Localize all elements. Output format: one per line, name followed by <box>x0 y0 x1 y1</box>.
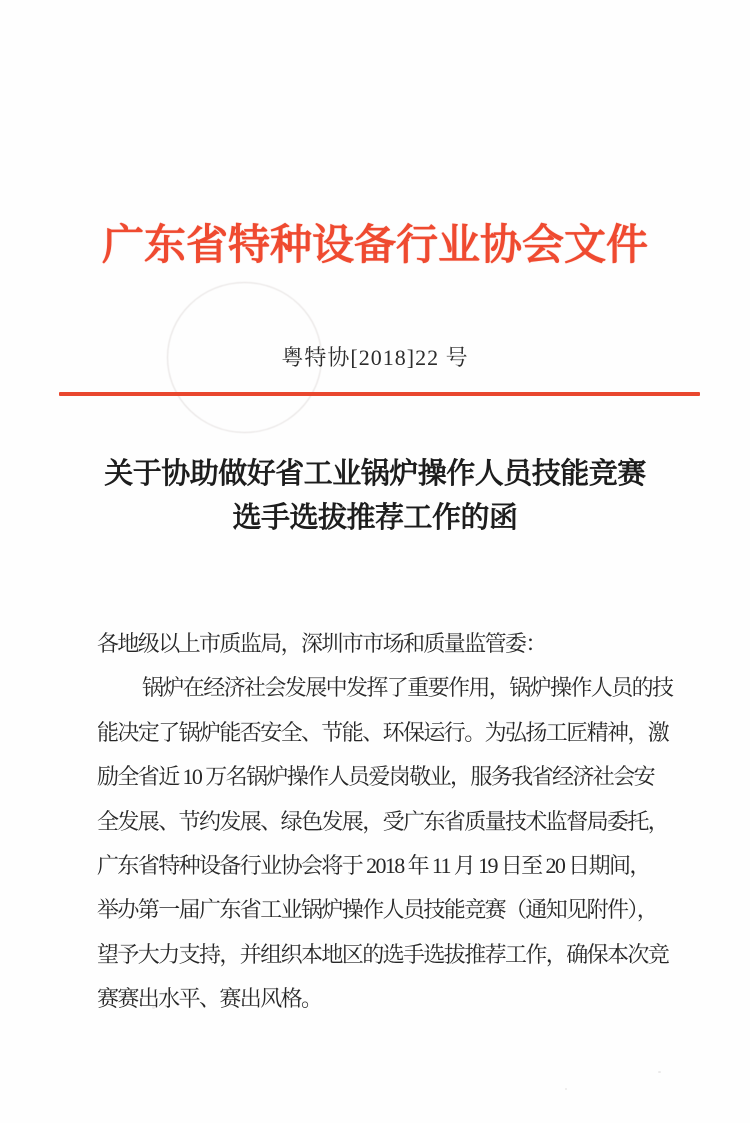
document-number: 粤特协[2018]22 号 <box>281 345 469 370</box>
body-line: 赛赛出水平、赛出风格。 <box>97 986 322 1012</box>
salutation-line: 各地级以上市质监局，深圳市市场和质量监管委： <box>97 631 546 656</box>
body-line: 全发展、节约发展、绿色发展，受广东省质量技术监督局委托， <box>97 808 669 834</box>
body-line: 举办第一届广东省工业锅炉操作人员技能竞赛（通知见附件）， <box>97 897 658 923</box>
body-line: 广东省特种设备行业协会将于 2018 年 11 月 19 日至 20 日期间， <box>97 852 650 878</box>
body-line: 能决定了锅炉能否安全、节能、环保运行。为弘扬工匠精神，激 <box>97 719 669 745</box>
body-line: 望予大力支持，并组织本地区的选手选拔推荐工作，确保本次竞 <box>97 941 669 967</box>
org-header-title: 广东省特种设备行业协会文件 <box>101 223 648 269</box>
document-body <box>97 622 673 1022</box>
scan-speck <box>152 1006 155 1009</box>
red-divider-rule <box>59 392 700 396</box>
body-line: 锅炉在经济社会发展中发挥了重要作用，锅炉操作人员的技 <box>142 675 673 701</box>
scan-speck <box>565 1088 567 1090</box>
document-title-line-2: 选手选拔推荐工作的函 <box>232 502 518 534</box>
document-title-line-1: 关于协助做好省工业锅炉操作人员技能竞赛 <box>104 458 646 490</box>
document-title <box>0 452 750 540</box>
body-line: 励全省近 10 万名锅炉操作人员爱岗敬业，服务我省经济社会安 <box>97 764 655 790</box>
scan-speck <box>658 1071 661 1073</box>
